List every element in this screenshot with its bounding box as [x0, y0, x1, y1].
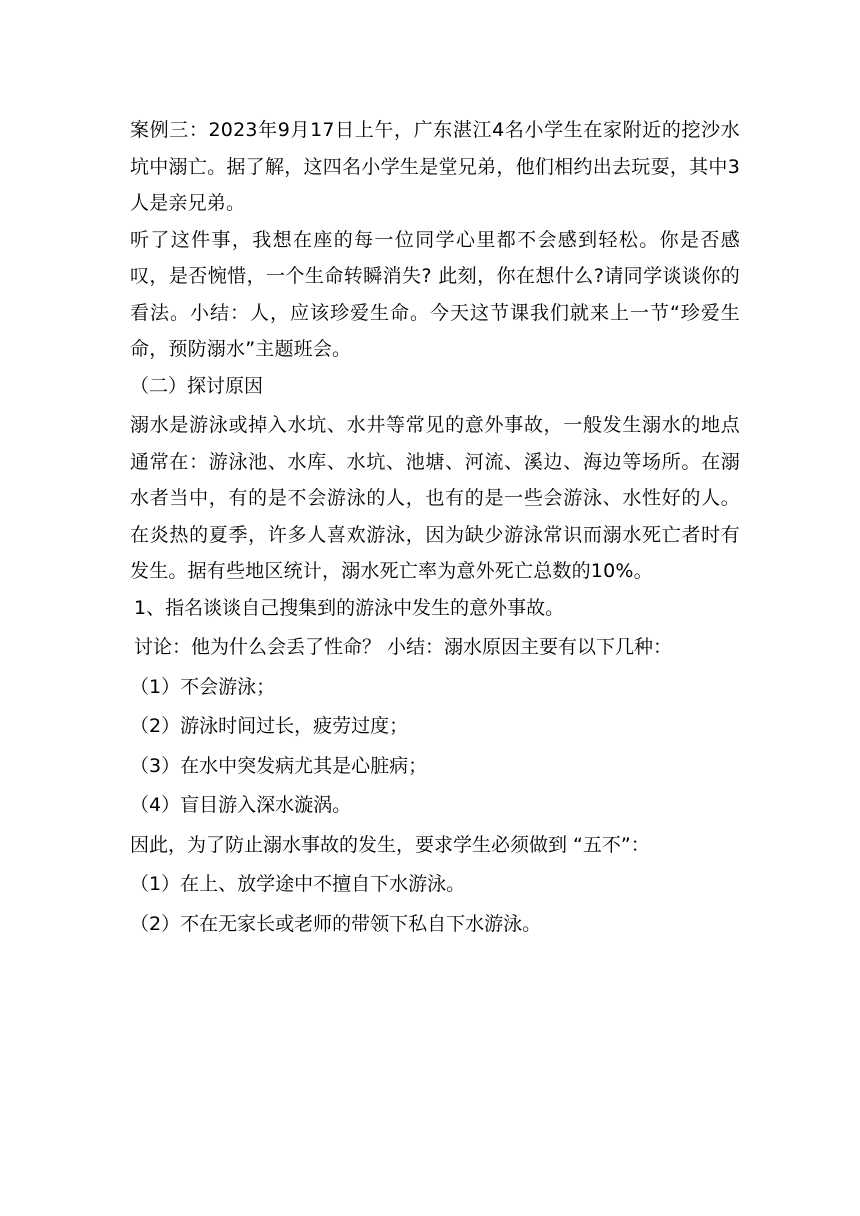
cause-item: （1）不会游泳； — [130, 675, 276, 698]
activity-item: 1、指名谈谈自己搜集到的游泳中发生的意外事故。 — [134, 596, 565, 619]
cause-item: （3）在水中突发病尤其是心脏病； — [130, 754, 428, 777]
rule-item: （2）不在无家长或老师的带领下私自下水游泳。 — [130, 912, 542, 935]
document-body — [130, 112, 740, 945]
reflection-paragraph: 听了这件事，我想在座的每一位同学心里都不会感到轻松。你是否感叹，是否惋惜，一个生命转瞬消失? 此刻，你在想什么?请同学谈谈你的看法。小结：人，应该珍爱生命。今天这节课我们就来上一节“珍爱生命，预防溺水”主题班会。 — [130, 228, 740, 360]
therefore-line: 因此，为了防止溺水事故的发生，要求学生必须做到 “五不”： — [130, 833, 650, 856]
rule-item: （1）在上、放学途中不擅自下水游泳。 — [130, 873, 466, 895]
cause-item: （2）游泳时间过长，疲劳过度； — [130, 715, 409, 737]
section-heading: （二）探讨原因 — [130, 374, 264, 397]
drowning-paragraph: 溺水是游泳或掉入水坑、水井等常见的意外事故，一般发生溺水的地点通常在：游泳池、水库、水坑、池塘、河流、溪边、海边等场所。在溺水者当中，有的是不会游泳的人，也有的是一些会游泳、水性好的人。在炎热的夏季，许多人喜欢游泳，因为缺少游泳常识而溺水死亡者时有发生。据有些地区统计，溺水死亡率为意外死亡总数的10%。 — [130, 414, 740, 582]
discussion-line: 讨论：他为什么会丢了性命？ 小结：溺水原因主要有以下几种： — [134, 636, 673, 658]
case3-paragraph: 案例三：2023年9月17日上午，广东湛江4名小学生在家附近的挖沙水坑中溺亡。据了解，这四名小学生是堂兄弟，他们相约出去玩耍，其中3人是亲兄弟。 — [130, 119, 740, 214]
cause-item: （4）盲目游入深水漩涡。 — [130, 794, 352, 816]
